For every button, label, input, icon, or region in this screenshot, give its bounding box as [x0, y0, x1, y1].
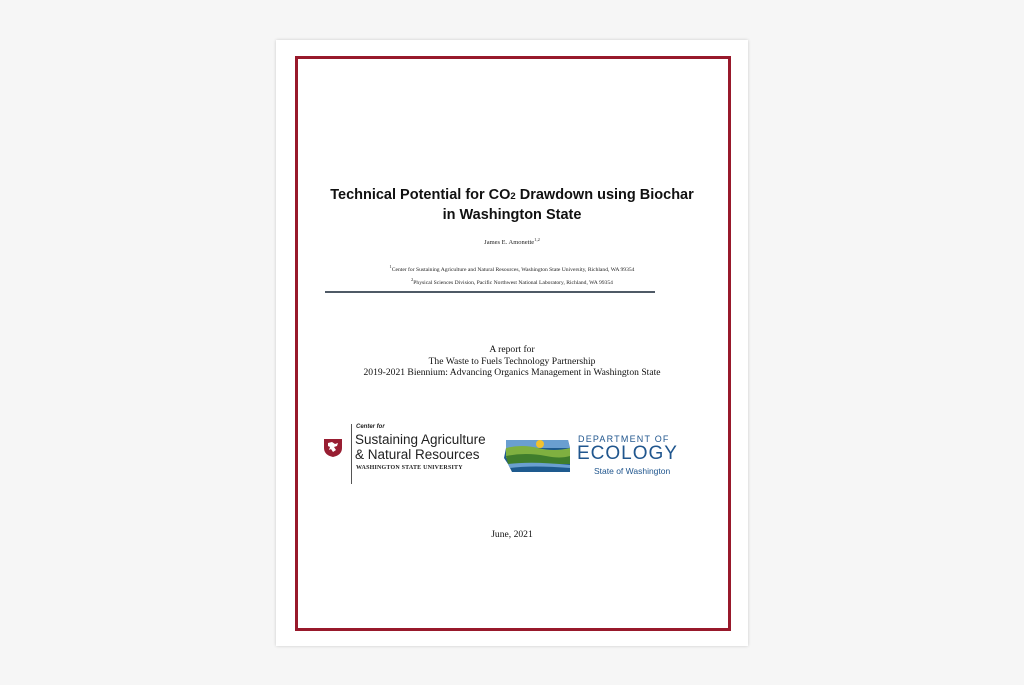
author-line — [276, 237, 748, 246]
report-line: The Waste to Fuels Technology Partnership — [428, 355, 596, 367]
author-name: James E. Amonette — [484, 239, 535, 247]
title-subscript: 2 — [510, 191, 516, 202]
divider-rule — [325, 291, 655, 293]
report-statement — [276, 344, 748, 379]
logo-center-for: Center for — [356, 424, 385, 430]
wsu-cougar-icon — [322, 436, 344, 458]
logo-center-name: Sustaining Agriculture & Natural Resources — [355, 432, 486, 462]
wsu-csanr-logo — [320, 424, 500, 484]
ecology-state: State of Washington — [594, 466, 671, 476]
ecology-department-label: DEPARTMENT OF — [578, 434, 670, 444]
affiliation-1: $^1$Center for Sustaining Agriculture and Natural Resources, Washington State University, Richland, WA 99354 — [389, 264, 635, 273]
washington-landscape-icon — [502, 434, 574, 476]
report-cover-page — [276, 40, 748, 646]
logo-divider — [351, 424, 352, 484]
affiliation-2: $^2$Physical Sciences Division, Pacific Northwest National Laboratory, Richland, WA 99354 — [411, 277, 613, 286]
author-superscript: 1,2 — [534, 237, 540, 242]
report-line: A report for — [489, 344, 535, 355]
ecology-logo — [502, 432, 692, 492]
logo-university-name: WASHINGTON STATE UNIVERSITY — [356, 465, 463, 471]
report-date: June, 2021 — [491, 529, 533, 540]
report-line: 2019-2021 Biennium: Advancing Organics Management in Washington State — [363, 367, 661, 378]
report-title: Technical Potential for CO2 Drawdown using Biochar in Washington State — [330, 187, 694, 223]
ecology-name: ECOLOGY — [577, 443, 678, 464]
